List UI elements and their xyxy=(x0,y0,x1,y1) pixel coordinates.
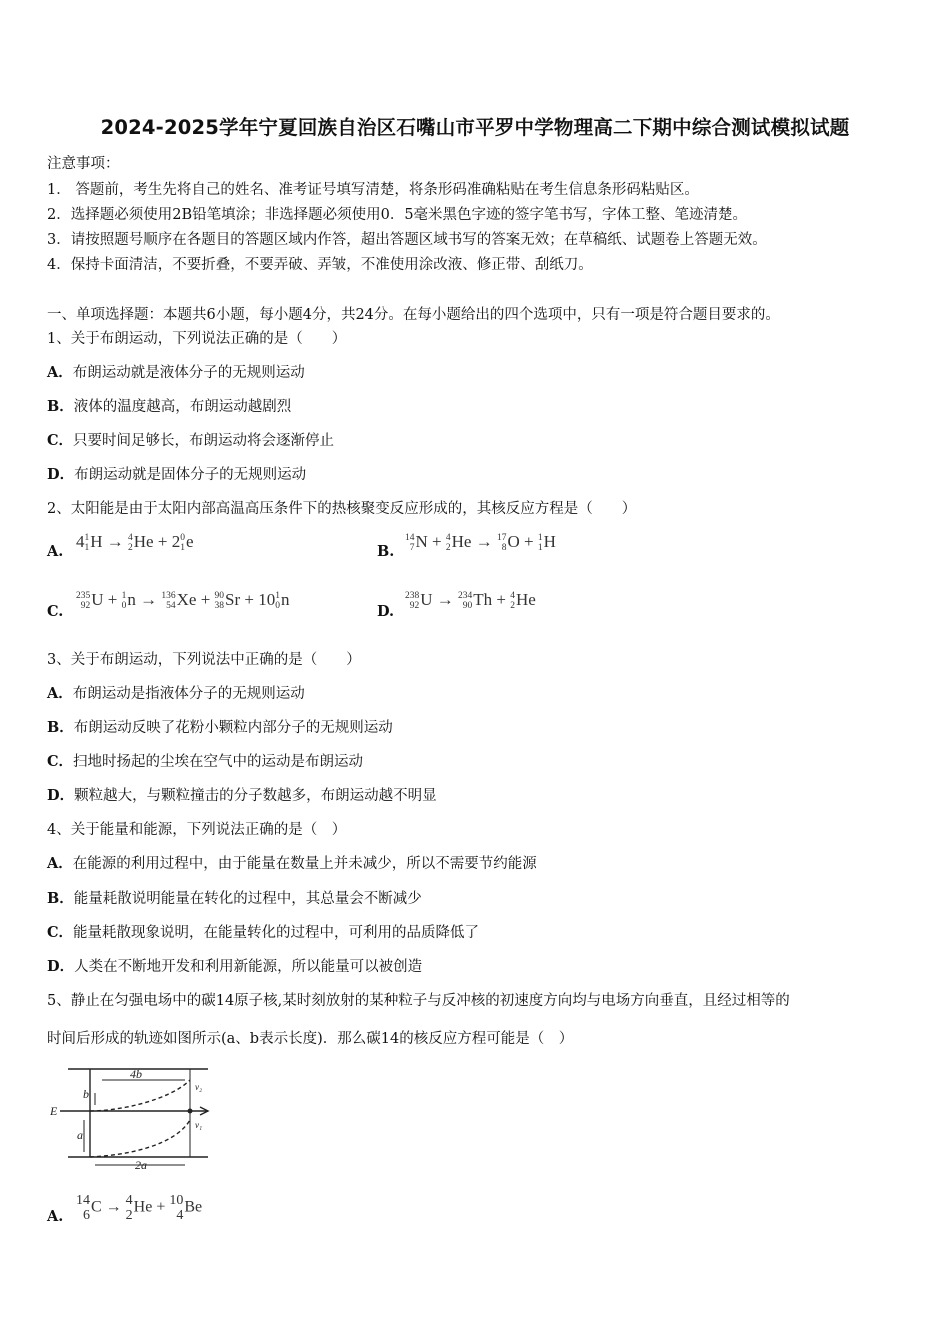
svg-text:E: E xyxy=(50,1104,58,1118)
q2-option-a-equation: 4 1 1 H → 4 2 He + 2 0 1 e xyxy=(76,532,194,554)
q4-option-a: A．在能源的利用过程中，由于能量在数量上并未减少，所以不需要节约能源 xyxy=(47,855,537,872)
q3-option-d: D．颗粒越大，与颗粒撞击的分子数越多，布朗运动越不明显 xyxy=(47,787,437,804)
q4-option-b: B．能量耗散说明能量在转化的过程中，其总量会不断减少 xyxy=(47,890,422,907)
notice-heading: 注意事项： xyxy=(47,156,120,172)
q3-option-a: A．布朗运动是指液体分子的无规则运动 xyxy=(47,685,305,702)
question-4-stem: 4、关于能量和能源，下列说法正确的是（ ） xyxy=(47,822,347,838)
svg-text:b: b xyxy=(83,1087,89,1101)
q4-option-c: C．能量耗散现象说明，在能量转化的过程中，可利用的品质降低了 xyxy=(47,924,480,941)
q2-option-b-label: B. xyxy=(377,543,395,560)
q1-option-d: D．布朗运动就是固体分子的无规则运动 xyxy=(47,466,307,483)
q5-option-a-label: A. xyxy=(47,1208,64,1225)
svg-text:v₂: v₂ xyxy=(195,1082,203,1092)
q2-option-c-equation: 235 92 U + 1 0 n → 136 54 Xe + 90 38 Sr + 10 1 0 n xyxy=(76,590,290,612)
notice-item: 3．请按照题号顺序在各题目的答题区域内作答，超出答题区域书写的答案无效；在草稿纸、试题卷上答题无效。 xyxy=(47,232,767,248)
notice-item: 1． 答题前，考生先将自己的姓名、准考证号填写清楚，将条形码准确粘贴在考生信息条形码粘贴区。 xyxy=(47,182,699,198)
question-5-stem-line1: 5、静止在匀强电场中的碳14原子核,某时刻放射的某种粒子与反冲核的初速度方向均与电场方向垂直，且经过相等的 xyxy=(47,993,790,1009)
svg-text:2a: 2a xyxy=(135,1158,147,1172)
q2-option-c-label: C. xyxy=(47,603,64,620)
notice-item: 2．选择题必须使用2B铅笔填涂；非选择题必须使用0．5毫米黑色字迹的签字笔书写，字体工整、笔迹清楚。 xyxy=(47,207,748,223)
svg-text:a: a xyxy=(77,1128,83,1142)
q2-option-d-equation: 238 92 U → 234 90 Th + 4 2 He xyxy=(405,590,536,612)
q1-option-c: C．只要时间足够长，布朗运动将会逐渐停止 xyxy=(47,432,335,449)
question-3-stem: 3、关于布朗运动，下列说法中正确的是（ ） xyxy=(47,652,361,668)
q2-option-d-label: D. xyxy=(377,603,395,620)
page-title: 2024-2025学年宁夏回族自治区石嘴山市平罗中学物理高二下期中综合测试模拟试题 xyxy=(100,116,850,139)
svg-text:v₁: v₁ xyxy=(195,1120,203,1130)
section-heading: 一、单项选择题：本题共6小题，每小题4分，共24分。在每小题给出的四个选项中，只有一项是符合题目要求的。 xyxy=(47,307,780,323)
notice-item: 4．保持卡面清洁，不要折叠，不要弄破、弄皱，不准使用涂改液、修正带、刮纸刀。 xyxy=(47,257,593,273)
question-5-stem-line2: 时间后形成的轨迹如图所示(a、b表示长度)．那么碳14的核反应方程可能是（ ） xyxy=(47,1031,574,1047)
trajectory-figure xyxy=(50,1060,220,1172)
question-2-stem: 2、太阳能是由于太阳内部高温高压条件下的热核聚变反应形成的，其核反应方程是（ ） xyxy=(47,501,637,517)
question-1-stem: 1、关于布朗运动，下列说法正确的是（ ） xyxy=(47,331,347,347)
q1-option-b: B．液体的温度越高，布朗运动越剧烈 xyxy=(47,398,292,415)
q3-option-c: C．扫地时扬起的尘埃在空气中的运动是布朗运动 xyxy=(47,753,364,770)
q4-option-d: D．人类在不断地开发和利用新能源，所以能量可以被创造 xyxy=(47,958,423,975)
svg-text:4b: 4b xyxy=(130,1067,142,1081)
q2-option-a-label: A. xyxy=(47,543,64,560)
q2-option-b-equation: 14 7 N + 4 2 He → 17 8 O + 1 1 H xyxy=(405,532,556,554)
q5-option-a-equation: 14 6 C → 4 2 He + 10 4 Be xyxy=(76,1193,203,1223)
q3-option-b: B．布朗运动反映了花粉小颗粒内部分子的无规则运动 xyxy=(47,719,393,736)
q1-option-a: A．布朗运动就是液体分子的无规则运动 xyxy=(47,364,305,381)
